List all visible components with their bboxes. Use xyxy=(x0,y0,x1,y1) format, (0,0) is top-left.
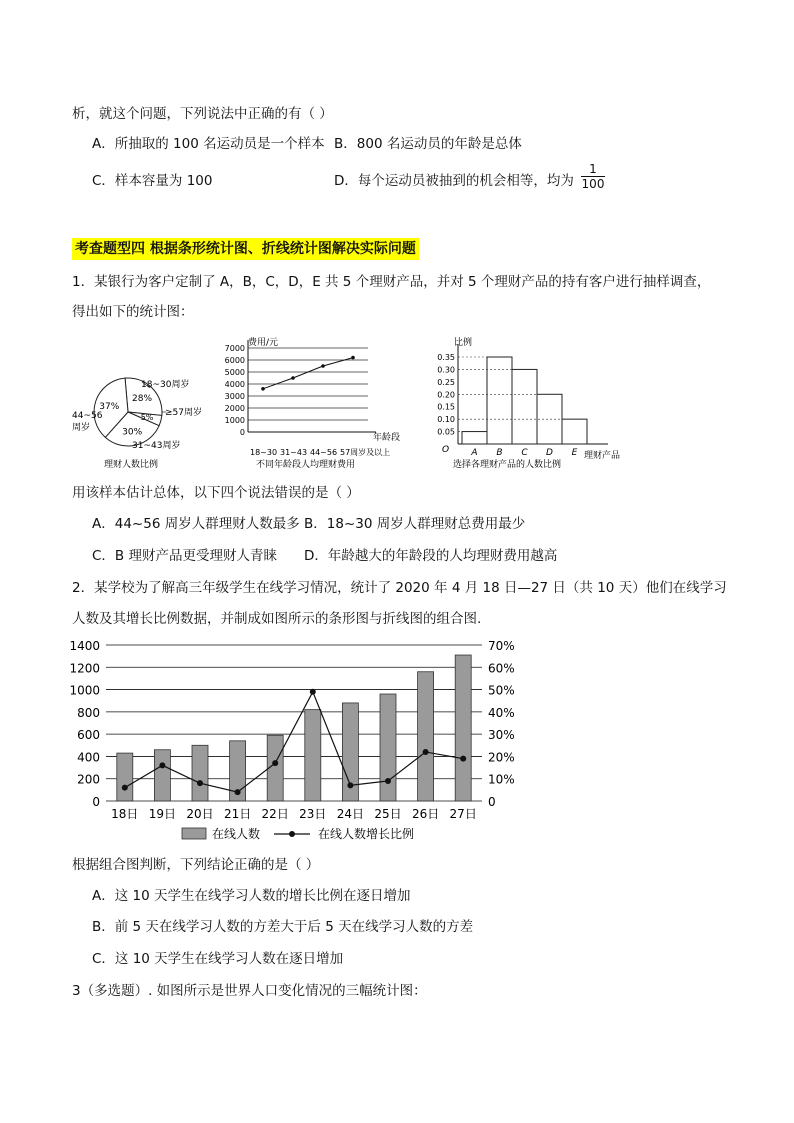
combo-bar xyxy=(154,750,170,801)
product-ytick: 0.20 xyxy=(437,390,455,400)
product-xtick: C xyxy=(521,448,528,458)
combo-xtick: 26日 xyxy=(411,807,440,821)
q0-option-c: C．样本容量为 100 xyxy=(92,173,213,189)
combo-chart xyxy=(64,635,534,850)
pie-value-label: 37% xyxy=(99,401,120,412)
product-ytick: 0.25 xyxy=(437,377,455,387)
q1-option-d: D．年龄越大的年龄段的人均理财费用越高 xyxy=(304,548,558,564)
q0-option-b: B．800 名运动员的年龄是总体 xyxy=(334,136,522,152)
q0-option-a: A．所抽取的 100 名运动员是一个样本 xyxy=(92,136,325,152)
product-ytick: 0.30 xyxy=(437,365,455,375)
product-xlabel: 理财产品 xyxy=(584,451,621,461)
combo-bar xyxy=(192,745,208,801)
product-xtick: D xyxy=(546,448,553,458)
combo-ytick-right: 20% xyxy=(488,750,515,765)
q2-option-a: A．这 10 天学生在线学习人数的增长比例在逐日增加 xyxy=(92,888,411,904)
q2-option-c: C．这 10 天学生在线学习人数在逐日增加 xyxy=(92,951,344,967)
q0-option-d: D．每个运动员被抽到的机会相等，均为 xyxy=(334,173,574,189)
combo-ytick-left: 1000 xyxy=(69,683,100,698)
combo-ytick-right: 30% xyxy=(488,728,515,743)
legend-bar-swatch xyxy=(182,828,206,839)
product-xtick: A xyxy=(471,448,478,458)
combo-bar xyxy=(117,753,133,801)
cost-title: 不同年龄段人均理财费用 xyxy=(256,460,356,470)
combo-growth-point xyxy=(423,749,429,755)
q1-line-1: 1．某银行为客户定制了 A，B，C，D，E 共 5 个理财产品，并对 5 个理财产品的持有客户进行抽样调查， xyxy=(72,274,711,290)
cost-ytick: 5000 xyxy=(224,368,245,377)
combo-ytick-left: 400 xyxy=(77,750,100,765)
q0-fraction xyxy=(581,162,605,191)
cost-line-chart xyxy=(216,330,416,475)
pie-label-18-30: 18~30周岁 xyxy=(141,380,190,390)
cost-ytick: 0 xyxy=(239,428,245,437)
combo-bar xyxy=(418,672,434,801)
combo-growth-point xyxy=(347,782,353,788)
combo-ytick-left: 1400 xyxy=(69,639,100,653)
pie-value-label: 5% xyxy=(140,413,154,423)
q2-question: 根据组合图判断，下列结论正确的是（ ） xyxy=(72,857,320,873)
cost-point xyxy=(321,364,325,368)
intro-text: 析，就这个问题，下列说法中正确的有（ ） xyxy=(72,106,333,122)
combo-growth-point xyxy=(122,785,128,791)
cost-xtick: 44~56 xyxy=(310,448,338,457)
pie-label-44-56: 44~56 xyxy=(72,411,103,421)
cost-ytick: 7000 xyxy=(224,344,245,353)
q3-text: 3（多选题）. 如图所示是世界人口变化情况的三幅统计图： xyxy=(72,983,427,999)
combo-ytick-right: 50% xyxy=(488,683,515,698)
combo-growth-point xyxy=(310,689,316,695)
cost-ytick: 1000 xyxy=(224,416,245,425)
cost-xtick: 18~30 xyxy=(250,448,278,457)
product-ytick: 0.10 xyxy=(437,415,455,425)
combo-growth-line xyxy=(125,692,463,792)
q1-option-a: A．44~56 周岁人群理财人数最多 xyxy=(92,516,300,532)
pie-label-31-43: 31~43周岁 xyxy=(132,441,181,451)
combo-xtick: 19日 xyxy=(148,807,177,821)
combo-xtick: 23日 xyxy=(299,807,327,821)
combo-growth-point xyxy=(460,756,466,762)
combo-growth-point xyxy=(197,780,203,786)
combo-ytick-left: 0 xyxy=(92,795,100,809)
cost-point xyxy=(261,387,265,391)
cost-point xyxy=(291,376,295,380)
product-ytick: 0.05 xyxy=(437,427,455,437)
product-origin: O xyxy=(442,445,450,455)
product-xtick: B xyxy=(496,448,503,458)
pie-label-44-56-suffix: 周岁 xyxy=(72,423,91,433)
legend-bar-label: 在线人数 xyxy=(212,827,261,841)
cost-ytick: 2000 xyxy=(224,404,245,413)
cost-ytick: 3000 xyxy=(224,392,245,401)
product-bar xyxy=(512,369,537,444)
product-title: 选择各理财产品的人数比例 xyxy=(453,460,562,470)
combo-bar xyxy=(380,694,396,801)
q1-line-2: 得出如下的统计图： xyxy=(72,304,194,320)
product-ytick: 0.35 xyxy=(437,353,455,362)
q2-line-1: 2．某学校为了解高三年级学生在线学习情况，统计了 2020 年 4 月 18 日—27 日（共 10 天）他们在线学习 xyxy=(72,580,727,596)
fraction-numerator: 1 xyxy=(581,162,605,177)
product-xtick: E xyxy=(571,448,578,458)
q2-option-b: B．前 5 天在线学习人数的方差大于后 5 天在线学习人数的方差 xyxy=(92,919,474,935)
q1-option-c: C．B 理财产品更受理财人青睐 xyxy=(92,548,277,564)
combo-ytick-left: 1200 xyxy=(69,661,100,676)
q1-option-b: B．18~30 周岁人群理财总费用最少 xyxy=(304,516,526,532)
combo-ytick-left: 800 xyxy=(77,705,100,720)
cost-xtick: 31~43 xyxy=(280,448,308,457)
section-title: 考查题型四 根据条形统计图、折线统计图解决实际问题 xyxy=(72,238,419,260)
legend-line-label: 在线人数增长比例 xyxy=(318,827,415,841)
product-ytick: 0.15 xyxy=(437,402,455,412)
combo-xtick: 22日 xyxy=(261,807,289,821)
cost-point xyxy=(351,356,355,360)
combo-growth-point xyxy=(385,778,391,784)
cost-xtick: 57周岁及以上 xyxy=(340,448,391,457)
combo-ytick-right: 40% xyxy=(488,705,515,720)
q2-line-2: 人数及其增长比例数据，并制成如图所示的条形图与折线图的组合图. xyxy=(72,611,482,627)
combo-xtick: 18日 xyxy=(111,807,139,821)
combo-xtick: 25日 xyxy=(374,807,402,821)
combo-ytick-left: 200 xyxy=(77,772,100,787)
cost-ytick: 6000 xyxy=(224,356,245,365)
combo-ytick-right: 10% xyxy=(488,772,515,787)
pie-value-label: 28% xyxy=(132,394,153,405)
product-bar xyxy=(487,357,512,444)
q1-question: 用该样本估计总体，以下四个说法错误的是（ ） xyxy=(72,485,360,501)
cost-xlabel: 年龄段 xyxy=(373,433,401,443)
combo-bar xyxy=(305,710,321,801)
product-ylabel: 比例 xyxy=(454,338,473,348)
combo-xtick: 20日 xyxy=(186,807,214,821)
product-bar xyxy=(562,419,587,444)
product-bar xyxy=(462,432,487,444)
combo-ytick-left: 600 xyxy=(77,728,100,743)
fraction-denominator: 100 xyxy=(581,177,605,191)
combo-xtick: 21日 xyxy=(223,807,252,821)
combo-ytick-right: 70% xyxy=(488,639,515,653)
combo-ytick-right: 0 xyxy=(488,795,496,809)
pie-chart xyxy=(70,330,215,475)
cost-ytick: 4000 xyxy=(224,380,245,389)
combo-growth-point xyxy=(272,760,278,766)
combo-bar xyxy=(455,655,471,801)
pie-title: 理财人数比例 xyxy=(104,460,159,470)
cost-ylabel: 费用/元 xyxy=(248,338,279,348)
combo-growth-point xyxy=(235,789,241,795)
pie-label-57: ≥57周岁 xyxy=(165,408,202,418)
pie-value-label: 30% xyxy=(122,427,143,438)
combo-xtick: 27日 xyxy=(449,807,477,821)
product-bar-chart xyxy=(428,330,638,475)
combo-growth-point xyxy=(159,762,165,768)
combo-ytick-right: 60% xyxy=(488,661,515,676)
legend-line-marker xyxy=(289,831,295,837)
combo-xtick: 24日 xyxy=(336,807,365,821)
